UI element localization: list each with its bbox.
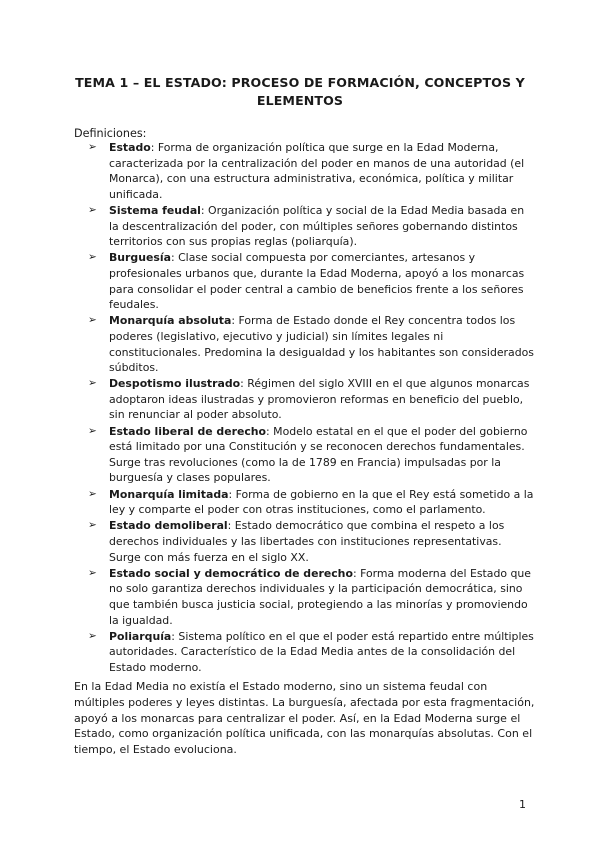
definition-text: : Forma de gobierno en la que el Rey está sometido a la ley y comparte el poder con otras instituciones, como el parlamento. xyxy=(109,487,534,517)
arrow-bullet-icon: ➢ xyxy=(88,251,97,264)
arrow-bullet-icon: ➢ xyxy=(88,314,97,327)
arrow-bullet-icon: ➢ xyxy=(88,424,97,437)
definition-text: : Régimen del siglo XVIII en el que algunos monarcas adoptaron ideas ilustradas y promovieron reformas en beneficio del pueblo, sin renunciar al poder absoluto. xyxy=(109,377,530,422)
definition-text: : Estado democrático que combina el respeto a los derechos individuales y las libertades con instituciones representativas. Surge con más fuerza en el siglo XX. xyxy=(109,519,505,564)
definition-item xyxy=(88,424,534,486)
arrow-bullet-icon: ➢ xyxy=(88,629,97,642)
summary-paragraph: En la Edad Media no existía el Estado moderno, sino un sistema feudal con múltiples poderes y leyes distintas. La burguesía, afectada por esta fragmentación, apoyó a los monarcas para centralizar el poder. Así, en la Edad Moderna surge el Estado, como organización política unificada, con las monarquías absolutas. Con el tiempo, el Estado evoluciona. xyxy=(74,680,535,757)
definition-item xyxy=(88,203,534,250)
definition-term: Sistema feudal xyxy=(109,203,201,217)
definition-term: Monarquía limitada xyxy=(109,487,229,501)
page-title: TEMA 1 – EL ESTADO: PROCESO DE FORMACIÓN, CONCEPTOS Y ELEMENTOS xyxy=(75,75,525,108)
definition-term: Monarquía absoluta xyxy=(109,314,232,328)
definition-item xyxy=(88,629,534,676)
definition-item xyxy=(88,518,534,565)
definition-item xyxy=(88,487,534,518)
definition-text: : Clase social compuesta por comerciantes, artesanos y profesionales urbanos que, durante la Edad Moderna, apoyó a los monarcas para consolidar el poder central a cambio de beneficios frente a los señores feudales. xyxy=(109,251,525,312)
arrow-bullet-icon: ➢ xyxy=(88,141,97,153)
definition-item xyxy=(88,140,534,202)
arrow-bullet-icon: ➢ xyxy=(88,203,97,216)
definition-term: Estado xyxy=(109,141,151,154)
definition-term: Poliarquía xyxy=(109,629,172,643)
definitions-list xyxy=(88,140,534,676)
definitions-label: Definiciones: xyxy=(74,127,147,140)
definition-text: : Sistema político en el que el poder está repartido entre múltiples autoridades. Característico de la Edad Media antes de la consolidación del Estado moderno. xyxy=(109,629,534,674)
definition-text: : Forma de organización política que surge en la Edad Moderna, caracterizada por la centralización del poder en manos de una autoridad (el Monarca), con una estructura administrativa, económica, política y militar unificada. xyxy=(109,141,525,201)
definition-item xyxy=(88,250,534,312)
definition-text: : Organización política y social de la Edad Media basada en la descentralización del poder, con múltiples señores gobernando distintos territorios con sus propias reglas (poliarquía). xyxy=(109,203,525,249)
definition-text: : Forma moderna del Estado que no solo garantiza derechos individuales y la participación democrática, sino que también busca justicia social, protegiendo a las minorías y promoviendo la igualdad. xyxy=(109,566,531,627)
arrow-bullet-icon: ➢ xyxy=(88,377,97,390)
definition-item xyxy=(88,313,534,375)
definition-text: : Modelo estatal en el que el poder del gobierno está limitado por una Constitución y se reconocen derechos fundamentales. Surge tras revoluciones (como la de 1789 en Francia) impulsadas por la burguesía y clases populares. xyxy=(109,424,528,485)
definition-item xyxy=(88,376,534,423)
definition-text: : Forma de Estado donde el Rey concentra todos los poderes (legislativo, ejecutivo y judicial) sin límites legales ni constitucionales. Predomina la desigualdad y los habitantes son considerados súbditos. xyxy=(109,314,534,375)
definition-term: Burguesía xyxy=(109,251,171,265)
definition-item xyxy=(88,566,534,628)
definition-term: Estado demoliberal xyxy=(109,519,228,533)
definition-term: Estado social y democrático de derecho xyxy=(109,566,353,580)
arrow-bullet-icon: ➢ xyxy=(88,566,97,579)
arrow-bullet-icon: ➢ xyxy=(88,487,97,500)
page-number: 1 xyxy=(519,798,526,811)
definition-term: Estado liberal de derecho xyxy=(109,424,267,438)
definition-term: Despotismo ilustrado xyxy=(109,377,241,391)
arrow-bullet-icon: ➢ xyxy=(88,519,97,532)
